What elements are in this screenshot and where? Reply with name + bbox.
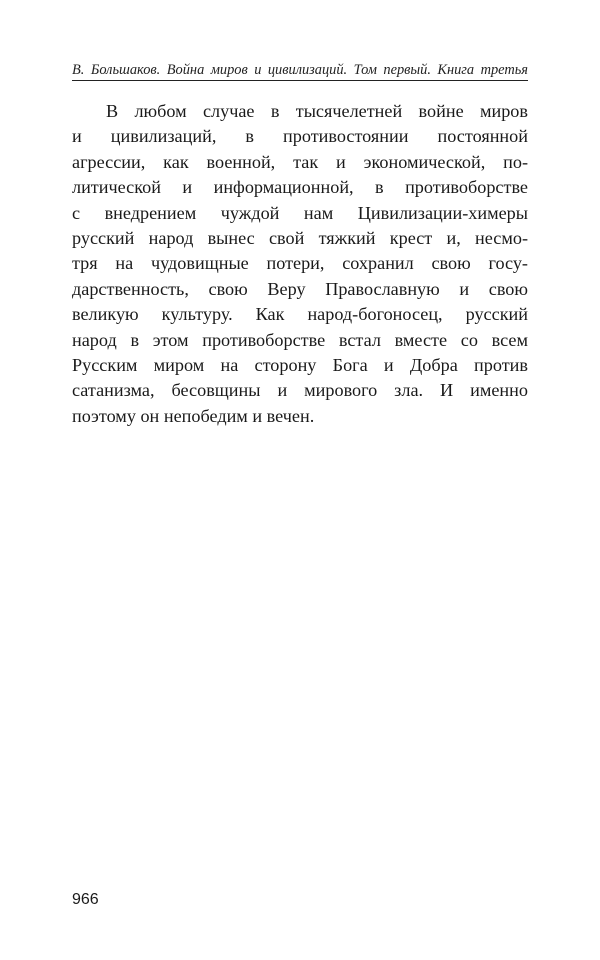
- text-line: сатанизма, бесовщины и мирового зла. И именно: [72, 380, 528, 401]
- text-line: русский народ вынес свой тяжкий крест и, несмо-: [72, 227, 528, 248]
- text-line: народ в этом противоборстве встал вместе со всем: [72, 329, 528, 350]
- text-line: литической и информационной, в противоборстве: [72, 177, 528, 198]
- text-line: тря на чудовищные потери, сохранил свою госу-: [72, 253, 528, 274]
- running-head: В. Большаков. Война миров и цивилизаций. Том первый. Книга третья: [72, 60, 528, 81]
- text-line: великую культуру. Как народ-богоносец, русский: [72, 304, 528, 325]
- text-line: и цивилизаций, в противостоянии постоянной: [72, 126, 528, 147]
- text-line: с внедрением чуждой нам Цивилизации-химеры: [72, 202, 528, 223]
- page-number: 966: [72, 891, 99, 908]
- text-line: В любом случае в тысячелетней войне миров: [106, 101, 528, 121]
- text-line: Русским миром на сторону Бога и Добра против: [72, 354, 528, 375]
- text-line: агрессии, как военной, так и экономической, по-: [72, 151, 528, 172]
- text-line: поэтому он непобедим и вечен.: [72, 405, 315, 426]
- body-paragraph: [72, 99, 528, 429]
- text-line: дарственность, свою Веру Православную и свою: [72, 278, 528, 299]
